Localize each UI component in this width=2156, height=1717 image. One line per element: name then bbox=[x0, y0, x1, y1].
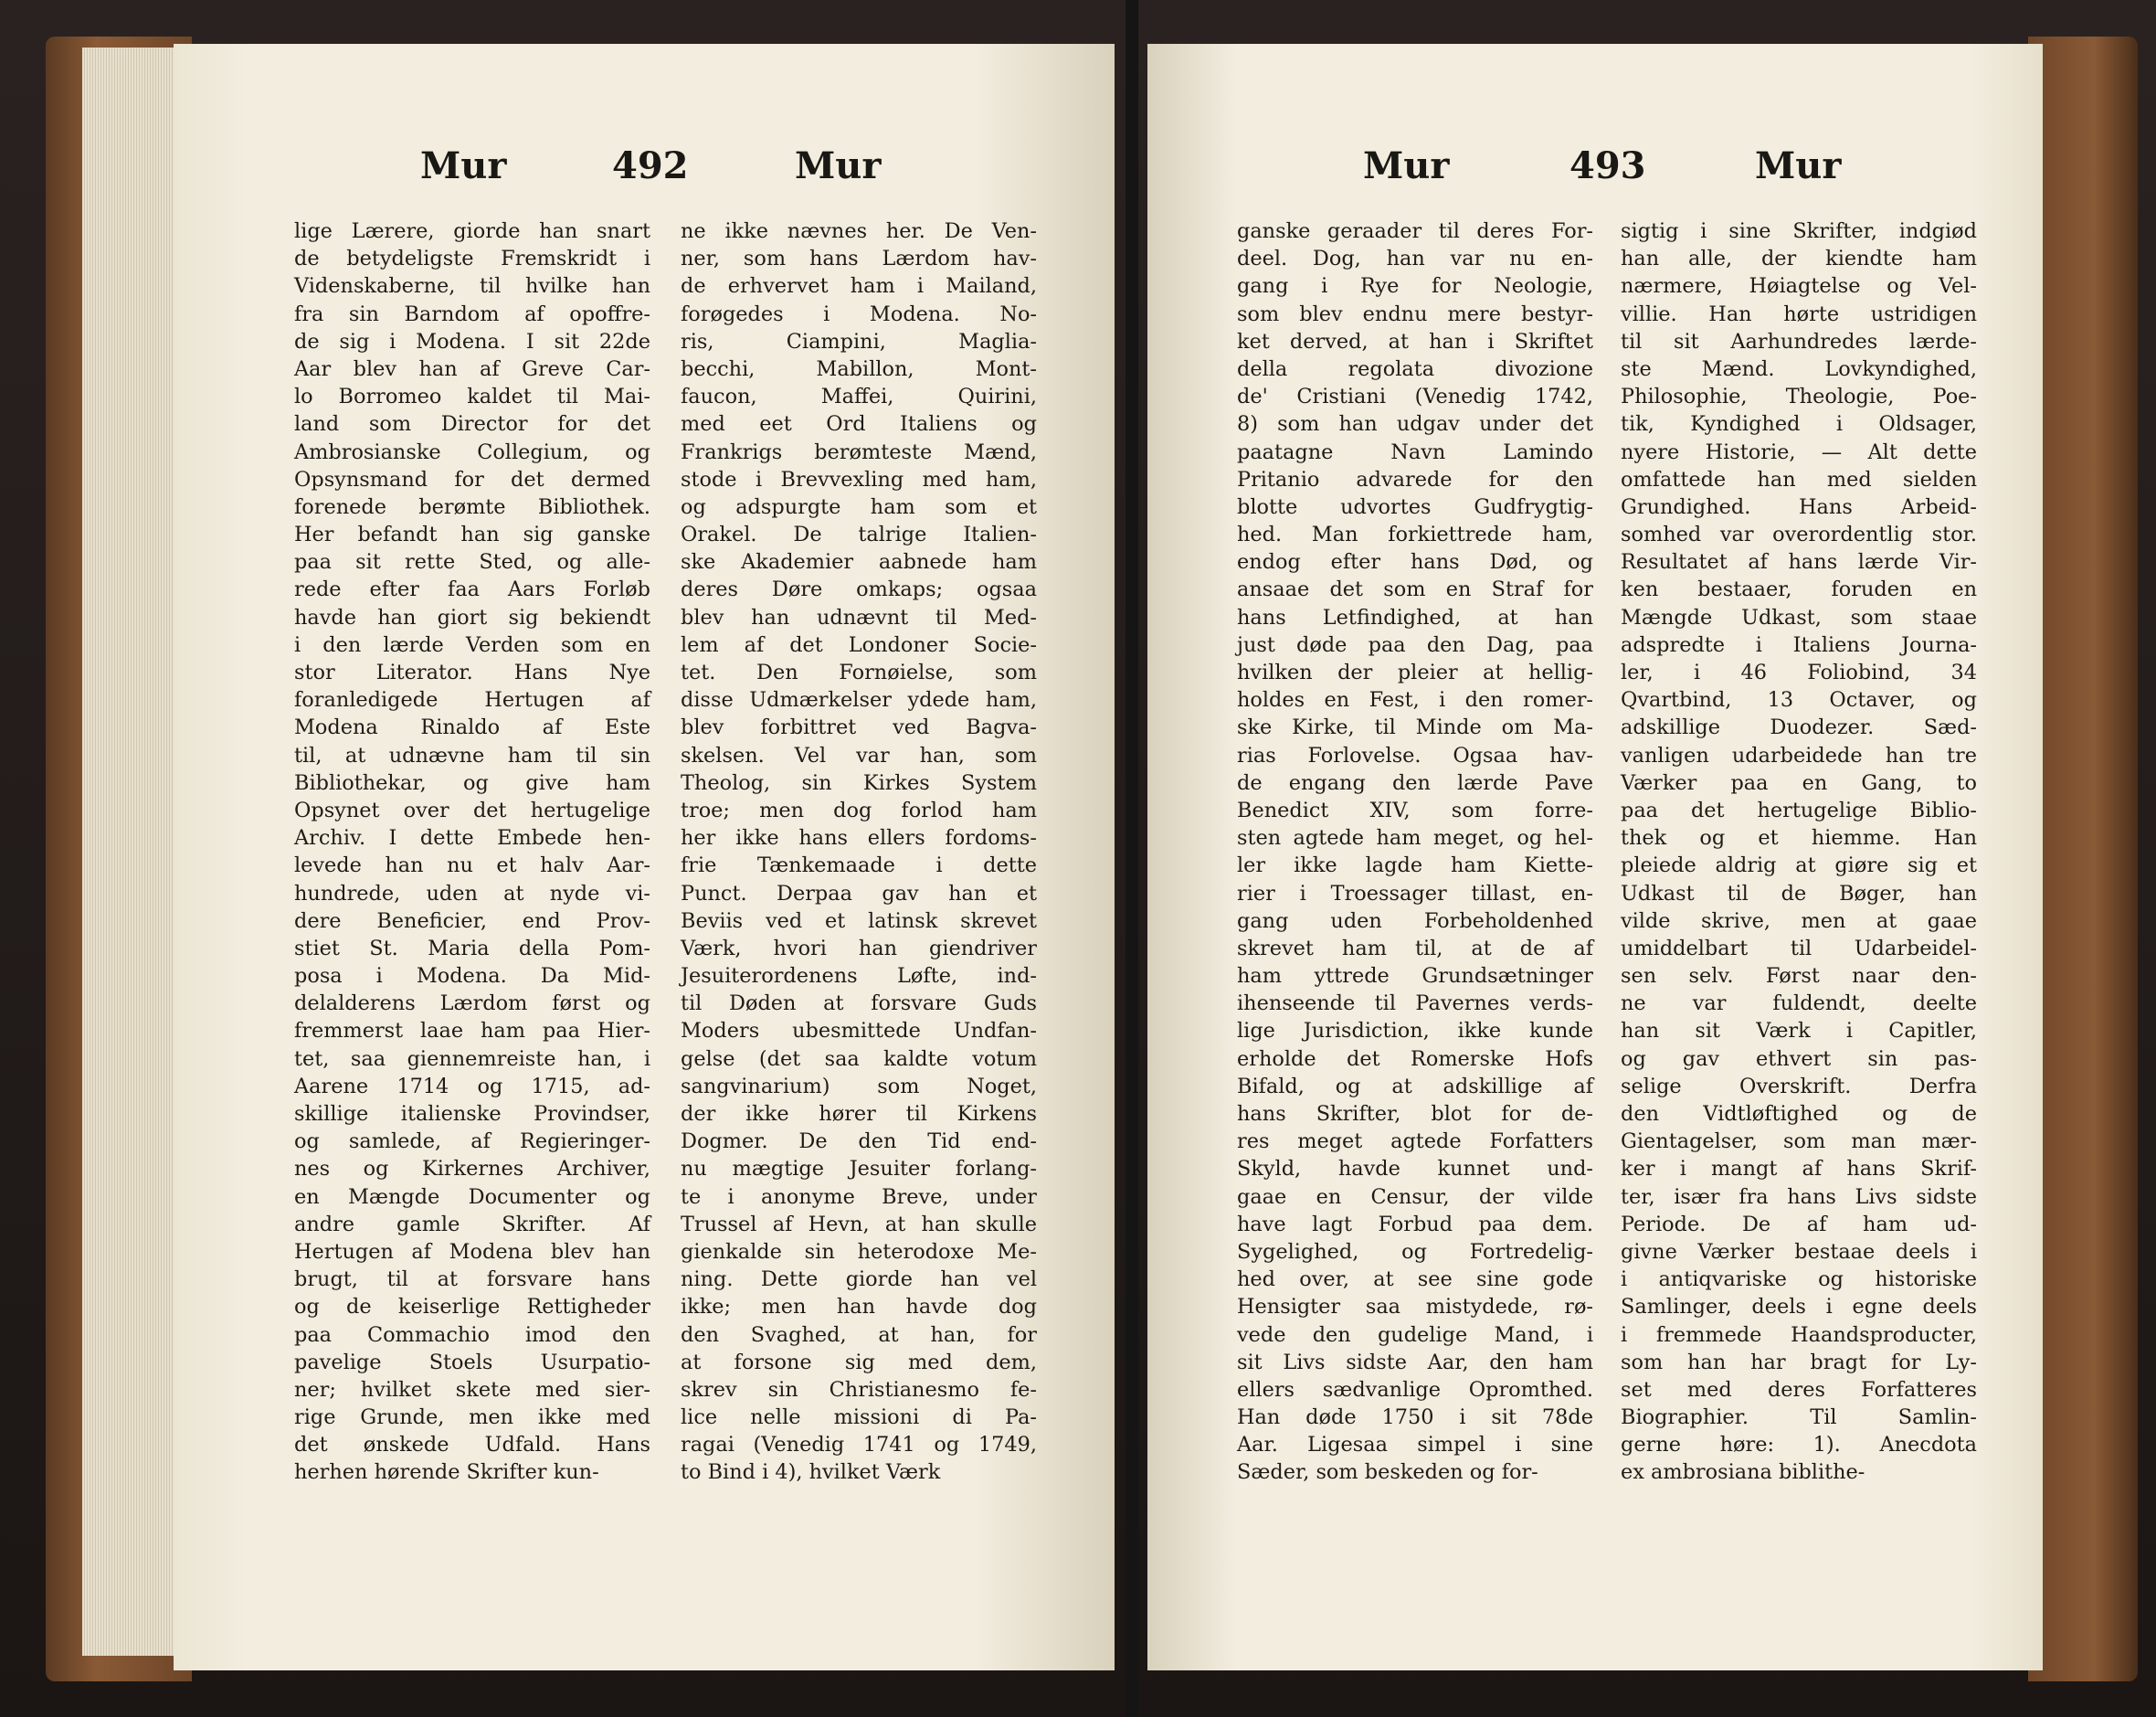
text-line: fremmerst laae ham paa Hier- bbox=[294, 1019, 650, 1044]
text-line: ner, som hans Lærdom hav- bbox=[681, 247, 1037, 271]
text-line: som blev endnu mere bestyr- bbox=[1237, 302, 1593, 326]
text-line: han sit Værk i Capitler, bbox=[1621, 1019, 1977, 1044]
text-line: paa Commachio imod den bbox=[294, 1322, 650, 1347]
text-line: paa det hertugelige Biblio- bbox=[1621, 798, 1977, 822]
text-line: Værker paa en Gang, to bbox=[1621, 770, 1977, 795]
text-line: Biographier. Til Samlin- bbox=[1621, 1405, 1977, 1430]
text-line: ning. Dette giorde han vel bbox=[681, 1267, 1037, 1292]
text-line: nu mægtige Jesuiter forlang- bbox=[681, 1157, 1037, 1182]
text-line: Benedict XIV, som forre- bbox=[1237, 798, 1593, 822]
text-line: Hertugen af Modena blev han bbox=[294, 1239, 650, 1264]
text-line: Han døde 1750 i sit 78de bbox=[1237, 1405, 1593, 1430]
text-line: Sæder, som beskeden og for- bbox=[1237, 1460, 1538, 1485]
text-line: de engang den lærde Pave bbox=[1237, 770, 1593, 795]
text-line: skrev sin Christianesmo fe- bbox=[681, 1377, 1037, 1402]
left-page-column-2 bbox=[681, 217, 1037, 1487]
text-line: gang i Rye for Neologie, bbox=[1237, 274, 1593, 299]
left-page-number: 492 bbox=[612, 144, 689, 187]
text-line: til sit Aarhundredes lærde- bbox=[1621, 329, 1977, 354]
text-line: skillige italienske Provindser, bbox=[294, 1102, 650, 1126]
text-line: Trussel af Hevn, at han skulle bbox=[681, 1212, 1037, 1236]
text-line: ler ikke lagde ham Kiette- bbox=[1237, 853, 1593, 878]
text-line: herhen hørende Skrifter kun- bbox=[294, 1460, 599, 1485]
text-line: stode i Brevvexling med ham, bbox=[681, 467, 1037, 492]
text-line: givne Værker bestaae deels i bbox=[1621, 1239, 1977, 1264]
text-line: sit Livs sidste Aar, den ham bbox=[1237, 1350, 1593, 1374]
text-line: blotte udvortes Gudfrygtig- bbox=[1237, 494, 1593, 519]
text-line: blev forbittret ved Bagva- bbox=[681, 715, 1037, 740]
text-line: ham yttrede Grundsætninger bbox=[1237, 964, 1593, 989]
text-line: Moders ubesmittede Undfan- bbox=[681, 1019, 1037, 1044]
text-line: og de keiserlige Rettigheder bbox=[294, 1295, 650, 1320]
text-line: forøgedes i Modena. No- bbox=[681, 302, 1037, 326]
text-line: somhed var overordentlig stor. bbox=[1621, 523, 1977, 547]
text-line: ker i mangt af hans Skrif- bbox=[1621, 1157, 1977, 1182]
left-page-header bbox=[174, 144, 1115, 208]
text-line: ne ikke nævnes her. De Ven- bbox=[681, 219, 1037, 243]
left-page-column-1 bbox=[294, 217, 650, 1487]
text-line: det ønskede Udfald. Hans bbox=[294, 1433, 650, 1457]
text-line: hans Skrifter, blot for de- bbox=[1237, 1102, 1593, 1126]
text-line: ket derved, at han i Skriftet bbox=[1237, 329, 1593, 354]
text-line: stiet St. Maria della Pom- bbox=[294, 936, 650, 960]
text-line: have lagt Forbud paa dem. bbox=[1237, 1212, 1593, 1236]
text-line: de betydeligste Fremskridt i bbox=[294, 247, 650, 271]
text-line: Hensigter saa mistydede, rø- bbox=[1237, 1295, 1593, 1320]
text-line: land som Director for det bbox=[294, 412, 650, 437]
text-line: posa i Modena. Da Mid- bbox=[294, 964, 650, 989]
text-line: lige Lærere, giorde han snart bbox=[294, 219, 650, 243]
text-line: Modena Rinaldo af Este bbox=[294, 715, 650, 740]
text-line: adskillige Duodezer. Sæd- bbox=[1621, 715, 1977, 740]
text-line: 8) som han udgav under det bbox=[1237, 412, 1593, 437]
text-line: gienkalde sin heterodoxe Me- bbox=[681, 1239, 1037, 1264]
text-line: i den lærde Verden som en bbox=[294, 632, 650, 657]
text-line: hundrede, uden at nyde vi- bbox=[294, 881, 650, 906]
text-line: Opsynsmand for det dermed bbox=[294, 467, 650, 492]
right-header-keyword-left: Mur bbox=[1363, 144, 1450, 187]
text-line: thek og et hiemme. Han bbox=[1621, 826, 1977, 851]
text-line: nyere Historie, — Alt dette bbox=[1621, 440, 1977, 464]
text-line: de' Cristiani (Venedig 1742, bbox=[1237, 385, 1593, 409]
text-line: nærmere, Høiagtelse og Vel- bbox=[1621, 274, 1977, 299]
text-line: gelse (det saa kaldte votum bbox=[681, 1046, 1037, 1071]
text-line: den Vidtløftighed og de bbox=[1621, 1102, 1977, 1126]
text-line: adspredte i Italiens Journa- bbox=[1621, 632, 1977, 657]
text-line: Videnskaberne, til hvilke han bbox=[294, 274, 650, 299]
text-line: rias Forlovelse. Ogsaa hav- bbox=[1237, 743, 1593, 768]
text-line: andre gamle Skrifter. Af bbox=[294, 1212, 650, 1236]
text-line: della regolata divozione bbox=[1237, 356, 1593, 381]
text-line: der ikke hører til Kirkens bbox=[681, 1102, 1037, 1126]
text-line: deres Døre omkaps; ogsaa bbox=[681, 578, 1037, 602]
text-line: res meget agtede Forfatters bbox=[1237, 1129, 1593, 1154]
text-line: pavelige Stoels Usurpatio- bbox=[294, 1350, 650, 1374]
text-line: sigtig i sine Skrifter, indgiød bbox=[1621, 219, 1977, 243]
text-line: Ambrosianske Collegium, og bbox=[294, 440, 650, 464]
text-line: paa sit rette Sted, og alle- bbox=[294, 550, 650, 575]
text-line: omfattede han med sielden bbox=[1621, 467, 1977, 492]
text-line: ne var fuldendt, deelte bbox=[1621, 991, 1977, 1016]
text-line: holdes en Fest, i den romer- bbox=[1237, 688, 1593, 713]
text-line: Aarene 1714 og 1715, ad- bbox=[294, 1074, 650, 1098]
text-line: i antiqvariske og historiske bbox=[1621, 1267, 1977, 1292]
text-line: den Svaghed, at han, for bbox=[681, 1322, 1037, 1347]
text-line: lem af det Londoner Socie- bbox=[681, 632, 1037, 657]
text-line: havde han giort sig bekiendt bbox=[294, 605, 650, 630]
text-line: en Mængde Documenter og bbox=[294, 1184, 650, 1209]
text-line: forenede berømte Bibliothek. bbox=[294, 494, 650, 519]
text-line: nes og Kirkernes Archiver, bbox=[294, 1157, 650, 1182]
text-line: som han har bragt for Ly- bbox=[1621, 1350, 1977, 1374]
text-line: skrevet ham til, at de af bbox=[1237, 936, 1593, 960]
text-line: Beviis ved et latinsk skrevet bbox=[681, 908, 1037, 933]
text-line: de sig i Modena. I sit 22de bbox=[294, 329, 650, 354]
right-page-number: 493 bbox=[1569, 144, 1646, 187]
text-line: te i anonyme Breve, under bbox=[681, 1184, 1037, 1209]
text-line: just døde paa den Dag, paa bbox=[1237, 632, 1593, 657]
text-line: dere Beneficier, end Prov- bbox=[294, 908, 650, 933]
text-line: endog efter hans Død, og bbox=[1237, 550, 1593, 575]
text-line: gaae en Censur, der vilde bbox=[1237, 1184, 1593, 1209]
text-line: og samlede, af Regieringer- bbox=[294, 1129, 650, 1154]
text-line: Resultatet af hans lærde Vir- bbox=[1621, 550, 1977, 575]
text-line: ihenseende til Pavernes verds- bbox=[1237, 991, 1593, 1016]
text-line: lige Jurisdiction, ikke kunde bbox=[1237, 1019, 1593, 1044]
left-header-keyword-left: Mur bbox=[420, 144, 507, 187]
text-line: delalderens Lærdom først og bbox=[294, 991, 650, 1016]
text-line: rier i Troessager tillast, en- bbox=[1237, 881, 1593, 906]
text-line: Philosophie, Theologie, Poe- bbox=[1621, 385, 1977, 409]
text-line: stor Literator. Hans Nye bbox=[294, 661, 650, 684]
text-line: gerne høre: 1). Anecdota bbox=[1621, 1433, 1977, 1457]
text-line: vilde skrive, men at gaae bbox=[1621, 908, 1977, 933]
text-line: disse Udmærkelser ydede ham, bbox=[681, 688, 1037, 713]
text-line: ris, Ciampini, Maglia- bbox=[681, 329, 1037, 354]
text-line: her ikke hans ellers fordoms- bbox=[681, 826, 1037, 851]
text-line: Periode. De af ham ud- bbox=[1621, 1212, 1977, 1236]
right-page-column-2 bbox=[1621, 217, 1977, 1487]
text-line: skelsen. Vel var han, som bbox=[681, 743, 1037, 768]
left-header-keyword-right: Mur bbox=[795, 144, 882, 187]
right-page-column-1 bbox=[1237, 217, 1593, 1487]
right-page bbox=[1147, 44, 2043, 1670]
text-line: Skyld, havde kunnet und- bbox=[1237, 1157, 1593, 1182]
text-line: vanligen udarbeidede han tre bbox=[1621, 743, 1977, 768]
text-line: pleiede aldrig at giøre sig et bbox=[1621, 853, 1977, 878]
text-line: lice nelle missioni di Pa- bbox=[681, 1405, 1037, 1430]
text-line: Orakel. De talrige Italien- bbox=[681, 523, 1037, 547]
text-line: selige Overskrift. Derfra bbox=[1621, 1074, 1977, 1098]
text-line: ske Akademier aabnede ham bbox=[681, 550, 1037, 575]
text-line: ex ambrosiana biblithe- bbox=[1621, 1460, 1865, 1485]
text-line: Punct. Derpaa gav han et bbox=[681, 881, 1037, 906]
text-line: sen selv. Først naar den- bbox=[1621, 964, 1977, 989]
text-line: foranledigede Hertugen af bbox=[294, 688, 650, 713]
text-line: Mængde Udkast, som staae bbox=[1621, 605, 1977, 630]
text-line: Værk, hvori han giendriver bbox=[681, 936, 1037, 960]
text-line: deel. Dog, han var nu en- bbox=[1237, 247, 1593, 271]
text-line: brugt, til at forsvare hans bbox=[294, 1267, 650, 1292]
text-line: Gientagelser, som man mær- bbox=[1621, 1129, 1977, 1154]
text-line: Dogmer. De den Tid end- bbox=[681, 1129, 1037, 1154]
text-line: sangvinarium) som Noget, bbox=[681, 1074, 1037, 1098]
text-line: tet. Den Fornøielse, som bbox=[681, 661, 1037, 684]
text-line: ler, i 46 Foliobind, 34 bbox=[1621, 661, 1977, 684]
text-line: ken bestaaer, foruden en bbox=[1621, 578, 1977, 602]
text-line: hans Letfindighed, at han bbox=[1237, 605, 1593, 630]
text-line: erholde det Romerske Hofs bbox=[1237, 1046, 1593, 1071]
text-line: og gav ethvert sin pas- bbox=[1621, 1046, 1977, 1071]
text-line: ter, især fra hans Livs sidste bbox=[1621, 1184, 1977, 1209]
text-line: Her befandt han sig ganske bbox=[294, 523, 650, 547]
text-line: ragai (Venedig 1741 og 1749, bbox=[681, 1433, 1037, 1457]
text-line: umiddelbart til Udarbeidel- bbox=[1621, 936, 1977, 960]
text-line: vede den gudelige Mand, i bbox=[1237, 1322, 1593, 1347]
text-line: til Døden at forsvare Guds bbox=[681, 991, 1037, 1016]
text-line: ner; hvilket skete med sier- bbox=[294, 1377, 650, 1402]
left-page bbox=[174, 44, 1115, 1670]
text-line: i fremmede Haandsproducter, bbox=[1621, 1322, 1977, 1347]
text-line: ansaae det som en Straf for bbox=[1237, 578, 1593, 602]
text-line: Qvartbind, 13 Octaver, og bbox=[1621, 688, 1977, 713]
text-line: becchi, Mabillon, Mont- bbox=[681, 356, 1037, 381]
text-line: med eet Ord Italiens og bbox=[681, 412, 1037, 437]
text-line: ellers sædvanlige Opromthed. bbox=[1237, 1377, 1593, 1402]
text-line: Aar. Ligesaa simpel i sine bbox=[1237, 1433, 1593, 1457]
text-line: hed. Man forkiettrede ham, bbox=[1237, 523, 1593, 547]
text-line: Samlinger, deels i egne deels bbox=[1621, 1295, 1977, 1320]
text-line: han alle, der kiendte ham bbox=[1621, 247, 1977, 271]
text-line: gang uden Forbeholdenhed bbox=[1237, 908, 1593, 933]
text-line: hvilken der pleier at hellig- bbox=[1237, 661, 1593, 684]
text-line: lo Borromeo kaldet til Mai- bbox=[294, 385, 650, 409]
text-line: rige Grunde, men ikke med bbox=[294, 1405, 650, 1430]
text-line: to Bind i 4), hvilket Værk bbox=[681, 1460, 941, 1485]
right-header-keyword-right: Mur bbox=[1755, 144, 1842, 187]
text-line: Jesuiterordenens Løfte, ind- bbox=[681, 964, 1037, 989]
text-line: levede han nu et halv Aar- bbox=[294, 853, 650, 878]
text-line: Theolog, sin Kirkes System bbox=[681, 770, 1037, 795]
text-line: Sygelighed, og Fortredelig- bbox=[1237, 1239, 1593, 1264]
right-page-header bbox=[1147, 144, 2043, 208]
text-line: frie Tænkemaade i dette bbox=[681, 853, 1037, 878]
text-line: fra sin Barndom af opoffre- bbox=[294, 302, 650, 326]
text-line: tet, saa giennemreiste han, i bbox=[294, 1046, 650, 1071]
book-cover-right bbox=[2028, 37, 2138, 1681]
book-page-edges bbox=[82, 48, 183, 1656]
text-line: hed over, at see sine gode bbox=[1237, 1267, 1593, 1292]
text-line: sten agtede ham meget, og hel- bbox=[1237, 826, 1593, 851]
text-line: og adspurgte ham som et bbox=[681, 494, 1037, 519]
text-line: tik, Kyndighed i Oldsager, bbox=[1621, 412, 1977, 437]
text-line: ske Kirke, til Minde om Ma- bbox=[1237, 715, 1593, 740]
text-line: Bibliothekar, og give ham bbox=[294, 770, 650, 795]
text-line: blev han udnævnt til Med- bbox=[681, 605, 1037, 630]
text-line: Frankrigs berømteste Mænd, bbox=[681, 440, 1037, 464]
text-line: de erhvervet ham i Mailand, bbox=[681, 274, 1037, 299]
text-line: Grundighed. Hans Arbeid- bbox=[1621, 494, 1977, 519]
text-line: troe; men dog forlod ham bbox=[681, 798, 1037, 822]
text-line: Archiv. I dette Embede hen- bbox=[294, 826, 650, 851]
text-line: ste Mænd. Lovkyndighed, bbox=[1621, 356, 1977, 381]
text-line: Bifald, og at adskillige af bbox=[1237, 1074, 1593, 1098]
text-line: Udkast til de Bøger, han bbox=[1621, 881, 1977, 906]
text-line: villie. Han hørte ustridigen bbox=[1621, 302, 1977, 326]
text-line: ganske geraader til deres For- bbox=[1237, 219, 1593, 243]
text-line: set med deres Forfatteres bbox=[1621, 1377, 1977, 1402]
text-line: faucon, Maffei, Quirini, bbox=[681, 385, 1037, 409]
text-line: paatagne Navn Lamindo bbox=[1237, 440, 1593, 464]
text-line: Aar blev han af Greve Car- bbox=[294, 356, 650, 381]
text-line: ikke; men han havde dog bbox=[681, 1295, 1037, 1320]
text-line: rede efter faa Aars Forløb bbox=[294, 578, 650, 602]
text-line: Pritanio advarede for den bbox=[1237, 467, 1593, 492]
text-line: til, at udnævne ham til sin bbox=[294, 743, 650, 768]
text-line: Opsynet over det hertugelige bbox=[294, 798, 650, 822]
text-line: at forsone sig med dem, bbox=[681, 1350, 1037, 1374]
